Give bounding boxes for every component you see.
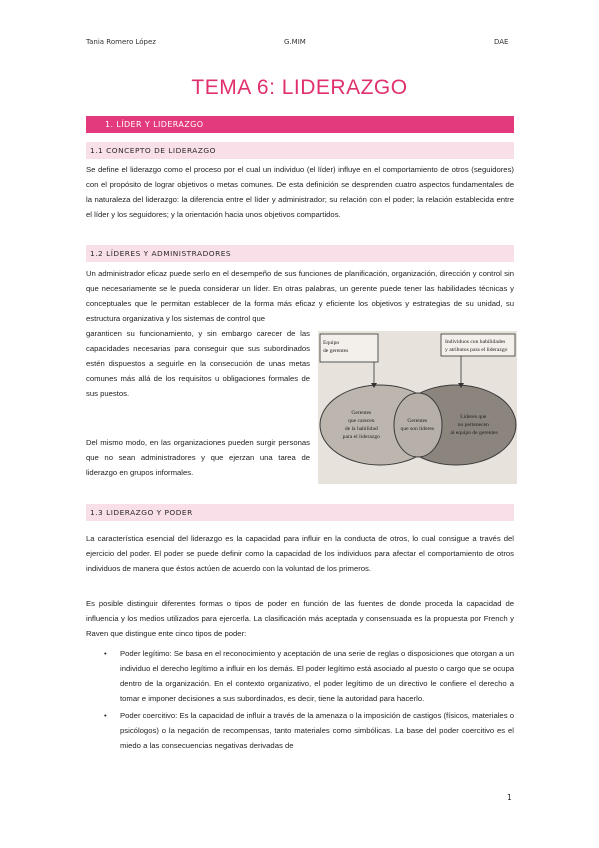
paragraph-poder-definicion: La característica esencial del liderazgo es la capacidad para influir en la conducta de otros, lo cual consigue a través del ejercicio del poder. El poder se puede definir como la capacidad de los individuos para afectar el comportamiento de otros individuos de manera que éstos actúen de acuerdo con la voluntad de los primeros. (86, 534, 514, 573)
intersection-ellipse (394, 393, 442, 457)
left-text-2: que carecen (348, 418, 375, 424)
page-number: 1 (507, 793, 512, 802)
list-item-text: Poder coercitivo: Es la capacidad de influir a través de la amenaza o la imposición de castigos (físicos, materiales o psicólogos) o la negación de recompensas, tanto materiales como simbólicas. La base del poder coercitivo es el miedo a las consecuencias negativas derivadas de (120, 711, 514, 750)
gerentes-label-2: de gerentes (323, 348, 349, 354)
paragraph-concepto: Se define el liderazgo como el proceso por el cual un individuo (el líder) influye en el comportamiento de otros (seguidores) con el propósito de lograr objetivos o metas comunes. De esta definición se desprenden cuatro aspectos fundamentales de la naturaleza del liderazgo: la diferencia entre el líder y administrador; su relación con el poder; la relación establecida entre el líder y los seguidores; y la orientación hacia unos objetivos compartidos. (86, 165, 514, 219)
center-text-1: Gerentes (407, 418, 428, 424)
left-text-1: Gerentes (351, 410, 372, 416)
bullet-icon: • (104, 649, 107, 658)
list-item (86, 708, 514, 753)
left-text-3: de la habilidad (344, 426, 378, 432)
paragraph-lideres-informal: Del mismo modo, en las organizaciones pueden surgir personas que no sean administradores y que ejerzan una tarea de liderazgo en grupos informales. (86, 438, 310, 477)
power-types-list (86, 646, 514, 753)
page-title: TEMA 6: LIDERAZGO (191, 76, 408, 99)
paragraph-poder-tipos: Es posible distinguir diferentes formas o tipos de poder en función de las fuentes de donde proceda la capacidad de influencia y los medios utilizados para ejercerla. La clasificación más aceptada y consensuada es la propuesta por French y Raven que distingue ente cinco tipos de poder: (86, 599, 514, 638)
right-text-1: Líderes que (460, 414, 487, 420)
subsection-heading-1-2: 1.2 LÍDERES Y ADMINISTRADORES (86, 245, 514, 262)
bullet-icon: • (104, 711, 107, 720)
paragraph-lideres-narrow: garanticen su funcionamiento, y sin embargo carecer de las capacidades necesarias para conseguir que sus subordinados estén dispuestos a seguirle en la consecución de unas metas comunes más allá de los requisitos u obligaciones formales de sus puestos. (86, 329, 310, 398)
lideres-label-1: Individuos con habilidades (445, 339, 506, 345)
section-heading: 1. LÍDER Y LIDERAZGO (86, 116, 514, 133)
lideres-label-2: y atributos para el liderazgo (445, 347, 508, 353)
right-text-3: al equipo de gerentes (450, 430, 498, 436)
left-text-4: para el liderazgo (342, 434, 380, 440)
header-subject: DAE (494, 38, 509, 46)
paragraph-lideres-intro: Un administrador eficaz puede serlo en el desempeño de sus funciones de planificación, organización, dirección y control sin que necesariamente se le pueda considerar un líder. En otras palabras, un gerente puede tener las habilidades técnicas y conceptuales que le permitan establecer de la forma más eficaz y eficiente los objetivos y estrategias de su unidad, su estructura organizativa y los sistemas de control que (86, 269, 514, 323)
center-text-2: que son líderes (400, 426, 435, 432)
gerentes-label-1: Equipo (323, 340, 340, 346)
header-author: Tania Romero López (86, 38, 156, 46)
venn-diagram-figure (318, 331, 517, 484)
list-item (86, 646, 514, 706)
subsection-heading-1-3: 1.3 LIDERAZGO Y PODER (86, 504, 514, 521)
right-text-2: no pertenecen (457, 422, 489, 428)
list-item-text: Poder legítimo: Se basa en el reconocimiento y aceptación de una serie de reglas o disposiciones que otorgan a un individuo el derecho legítimo a influir en los demás. El poder legítimo está asociado al puesto o cargo que se ocupa dentro de la organización. En el contexto organizativo, el poder legítimo de un directivo le confiere el derecho a tomar e imponer decisiones a sus subordinados, es decir, tiene la autoridad para hacerlo. (120, 649, 514, 703)
header-course: G.MIM (284, 38, 306, 46)
subsection-heading-1-1: 1.1 CONCEPTO DE LIDERAZGO (86, 142, 514, 159)
